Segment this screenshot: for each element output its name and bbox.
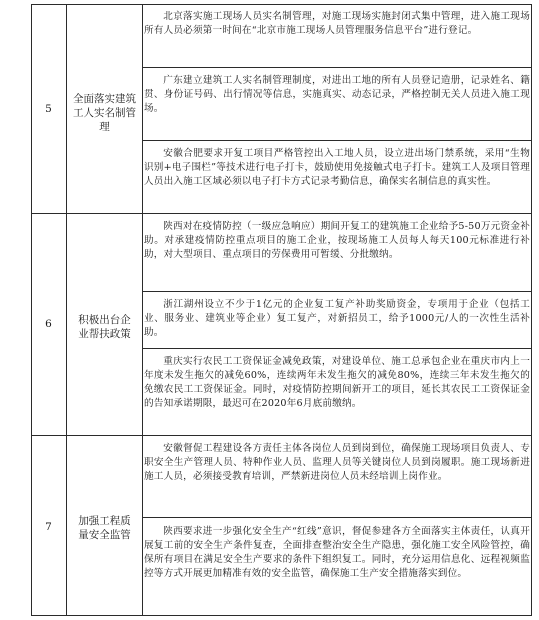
row-divider <box>31 4 532 5</box>
row-number: 7 <box>45 521 52 533</box>
row-title: 积极出台企业帮扶政策 <box>78 314 131 340</box>
row-number: 5 <box>45 103 52 115</box>
column-divider <box>531 4 532 616</box>
row-item: 北京落实施工现场人员实名制管理，对施工现场实施封闭式集中管理，进入施工现场所有人员必须第一时间在“北京市施工现场人员管理服务信息平台”进行登记。 <box>144 11 530 37</box>
row-item: 浙江湖州设立不少于1亿元的企业复工复产补助奖励资金，专项用于企业（包括工业、服务业、建筑业等企业）复工复产，对新招员工，给予1000元/人的一次性生活补助。 <box>144 299 530 339</box>
row-title: 加强工程质量安全监管 <box>78 515 131 541</box>
row-divider <box>31 615 532 616</box>
row-item: 陕西对在疫情防控（一级应急响应）期间开复工的建筑施工企业给予5-50万元资金补助。对承建疫情防控重点项目的施工企业，按现场施工人员每人每天100元标准进行补助，对大型项目、重点项目的劳保费用可暂缓、分批缴纳。 <box>144 221 530 261</box>
column-divider <box>142 4 143 616</box>
row-divider <box>31 213 532 214</box>
policy-table <box>31 4 532 616</box>
cell-divider <box>142 140 532 141</box>
cell-divider <box>142 517 532 518</box>
row-item: 重庆实行农民工工资保证金减免政策，对建设单位、施工总承包企业在重庆市内上一年度未发生拖欠的减免60%，连续两年未发生拖欠的减免80%，连续三年未发生拖欠的免缴农民工工资保证金。同时，对疫情防控期间新开工的项目，延长其农民工工资保证金的告知承诺期限，最迟可在2020年6月底前缴纳。 <box>144 356 530 410</box>
row-item: 安徽合肥要求开复工项目严格管控出入工地人员，设立进出场门禁系统，采用“生物识别+电子围栏”等技术进行电子打卡，鼓励使用免接触式电子打卡。建筑工人及项目管理人员出入施工区域必须以电子打卡方式记录考勤信息，确保实名制信息的真实性。 <box>144 148 530 188</box>
row-item: 安徽督促工程建设各方责任主体各岗位人员到岗到位，确保施工现场项目负责人、专职安全生产管理人员、特种作业人员、监理人员等关键岗位人员到岗履职。施工现场新进施工人员，必须接受教育培训，严禁新进岗位人员未经培训上岗作业。 <box>144 443 530 483</box>
row-item: 广东建立建筑工人实名制管理制度，对进出工地的所有人员登记造册，记录姓名、籍贯、身份证号码、出行情况等信息，实施真实、动态记录，严格控制无关人员进入施工现场。 <box>144 75 530 115</box>
cell-divider <box>142 67 532 68</box>
row-divider <box>31 435 532 436</box>
row-title: 全面落实建筑工人实名制管理 <box>73 93 136 133</box>
row-item: 陕西要求进一步强化安全生产“红线”意识，督促参建各方全面落实主体责任，认真开展复工前的安全生产条件复查，全面排查整治安全生产隐患，强化施工安全风险管控，确保所有项目在满足安全生产要求的条件下组织复工。同时，充分运用信息化、远程视频监控等方式开展更加精准有效的安全监管，确保施工生产安全措施落实到位。 <box>144 526 530 580</box>
cell-divider <box>142 348 532 349</box>
row-number: 6 <box>45 318 52 330</box>
cell-divider <box>142 291 532 292</box>
